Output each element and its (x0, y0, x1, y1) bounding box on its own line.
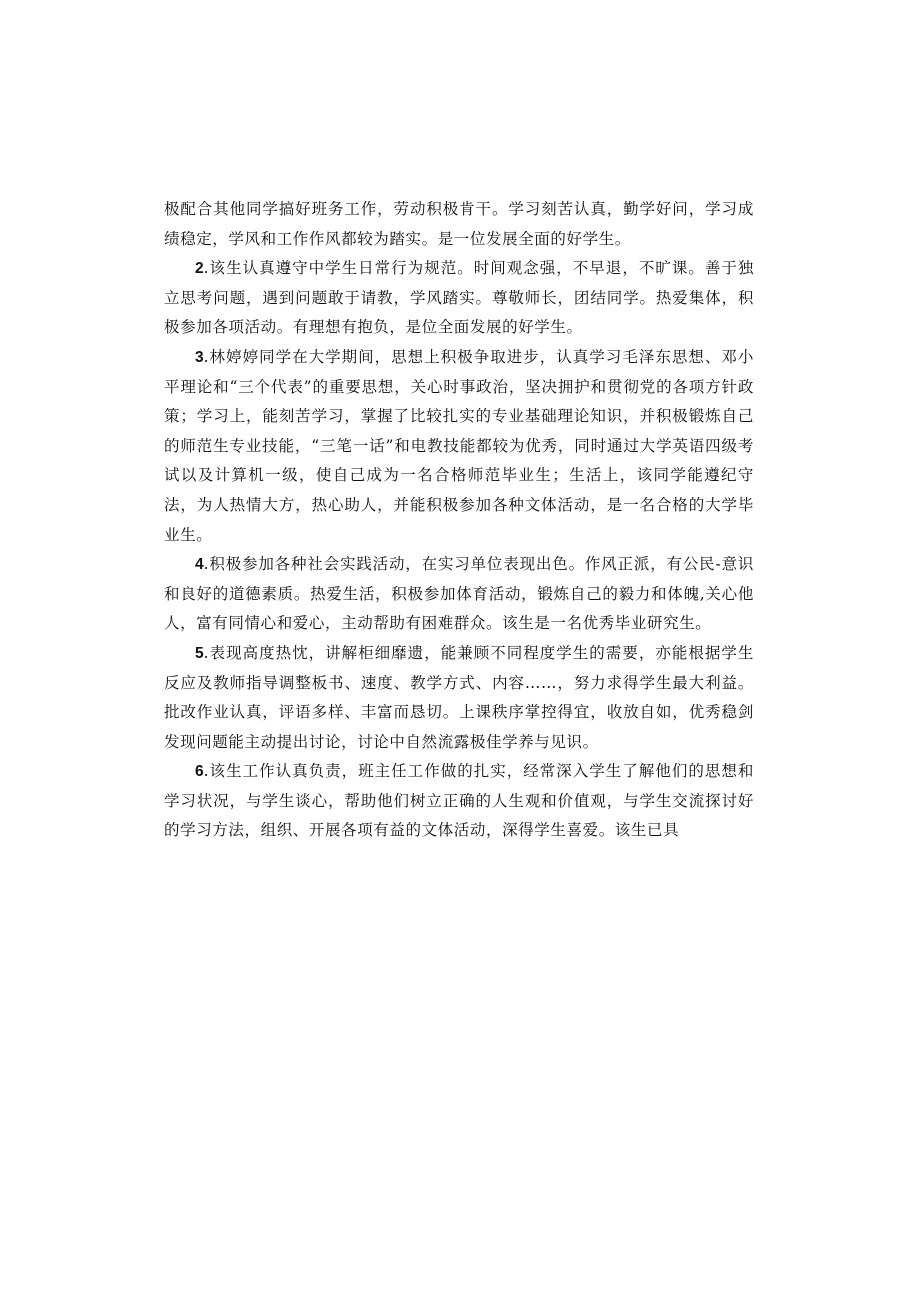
paragraph-number: 6 (195, 763, 204, 781)
paragraph-item-3 (164, 343, 754, 550)
paragraph-number: 5 (195, 644, 204, 662)
paragraph-text: .林婷婷同学在大学期间，思想上积极争取进步，认真学习毛泽东思想、邓小平理论和“三个代表”的重要思想，关心时事政治，坚决拥护和贯彻党的各项方针政策；学习上，能刻苦学习，掌握了比较扎实的专业基础理论知识，并积极锻炼自己的师范生专业技能，“三笔一话”和电教技能都较为优秀，同时通过大学英语四级考试以及计算机一级，使自己成为一名合格师范毕业生；生活上，该同学能遵纪守法，为人热情大方，热心助人，并能积极参加各种文体活动，是一名合格的大学毕业生。 (164, 347, 754, 544)
paragraph-text: .积极参加各种社会实践活动，在实习单位表现出色。作风正派，有公民-意识和良好的道德素质。热爱生活，积极参加体育活动，锻炼自己的毅力和体魄,关心他人，富有同情心和爱心，主动帮助有困难群众。该生是一名优秀毕业研究生。 (164, 555, 754, 633)
paragraph-text: .表现高度热忱，讲解柜细靡遗，能兼顾不同程度学生的需要，亦能根据学生反应及教师指导调整板书、速度、教学方式、内容……，努力求得学生最大利益。批改作业认真，评语多样、丰富而恳切。上课秩序掌控得宜，收放自如，优秀稳剑发现问题能主动提出讨论，讨论中自然流露极佳学养与见识。 (164, 643, 754, 751)
paragraph-number: 4 (195, 556, 204, 574)
paragraph-item-6 (164, 757, 754, 846)
paragraph-continued (164, 195, 754, 254)
paragraph-number: 2 (195, 260, 204, 278)
paragraph-text: .该生工作认真负责，班主任工作做的扎实，经常深入学生了解他们的思想和学习状况，与学生谈心，帮助他们树立正确的人生观和价值观，与学生交流探讨好的学习方法，组织、开展各项有益的文体活动，深得学生喜爱。该生已具 (164, 762, 754, 840)
paragraph-text: 极配合其他同学搞好班务工作，劳动积极肯干。学习刻苦认真，勤学好问，学习成绩稳定，学风和工作作风都较为踏实。是一位发展全面的好学生。 (164, 200, 754, 248)
paragraph-item-5 (164, 639, 754, 757)
paragraph-item-2 (164, 254, 754, 343)
paragraph-text: .该生认真遵守中学生日常行为规范。时间观念强，不早退，不旷课。善于独立思考问题，遇到问题敢于请教，学风踏实。尊敬师长，团结同学。热爱集体，积极参加各项活动。有理想有抱负，是位全面发展的好学生。 (164, 259, 754, 337)
paragraph-item-4 (164, 550, 754, 639)
document-body (164, 195, 754, 846)
paragraph-number: 3 (195, 348, 204, 366)
